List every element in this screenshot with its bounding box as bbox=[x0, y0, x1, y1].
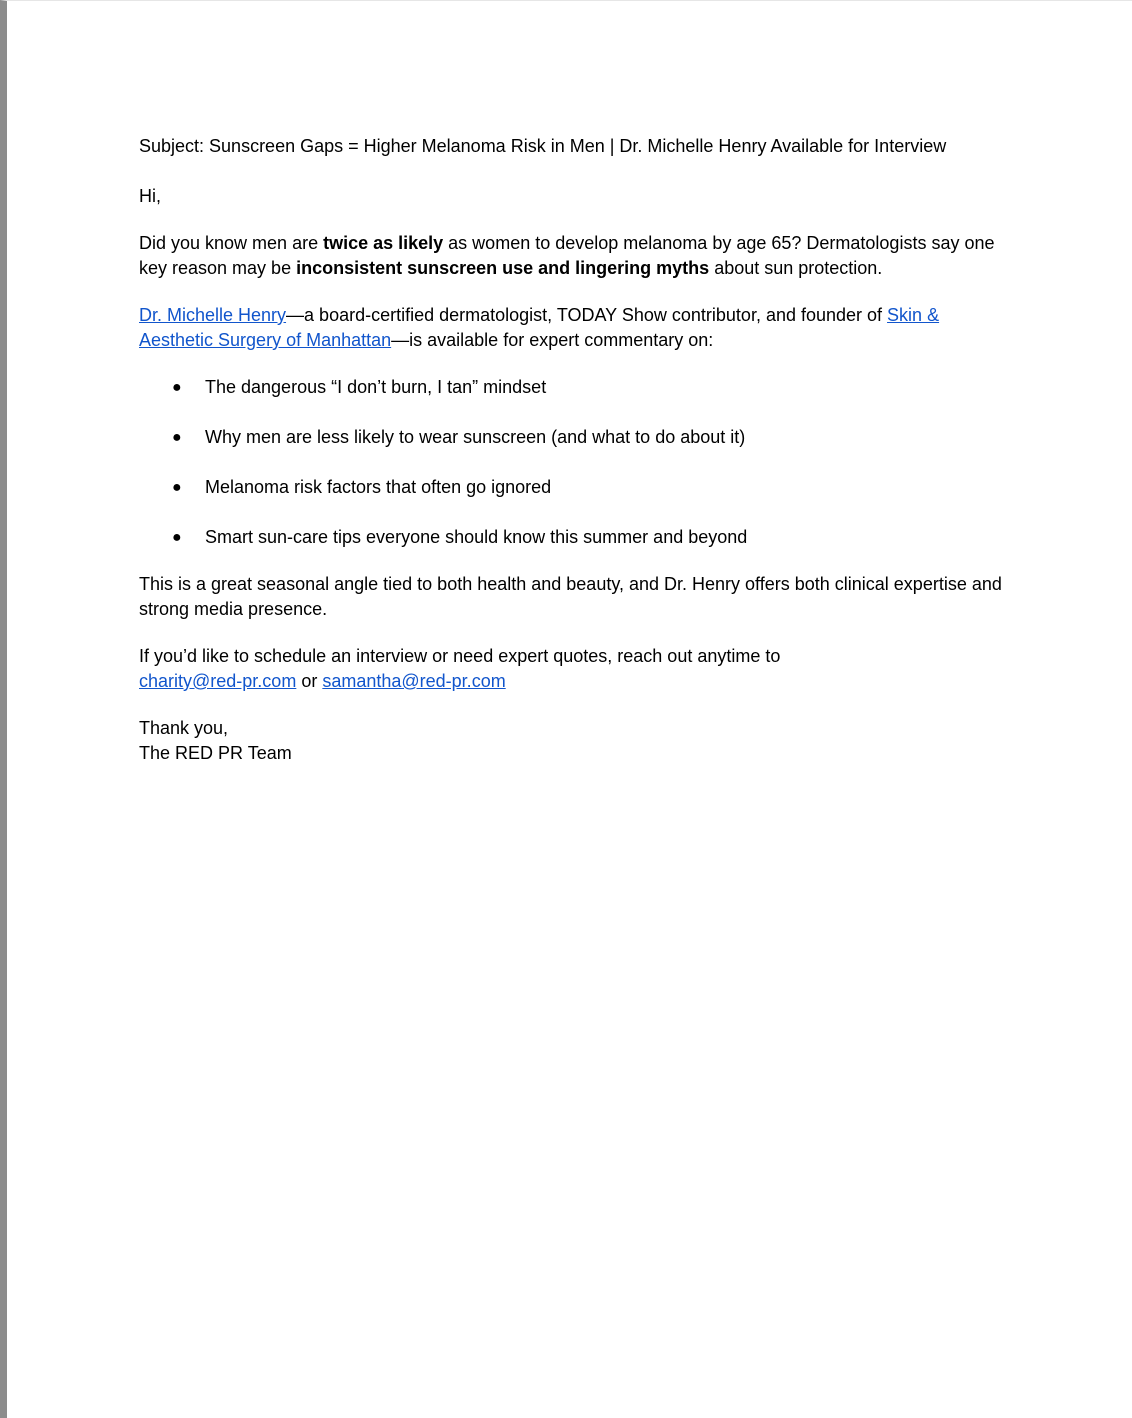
topics-list bbox=[139, 375, 1009, 550]
dr-henry-link[interactable]: Dr. Michelle Henry bbox=[139, 305, 287, 325]
topic-text: Melanoma risk factors that often go ignored bbox=[205, 477, 552, 497]
bullet-icon: ● bbox=[172, 479, 182, 496]
contact-text-2: or bbox=[296, 671, 323, 691]
charity-email-link[interactable]: charity@red-pr.com bbox=[139, 671, 297, 691]
topic-text: Smart sun-care tips everyone should know this summer and beyond bbox=[205, 527, 748, 547]
bullet-icon: ● bbox=[172, 429, 182, 446]
intro-bold-1: twice as likely bbox=[323, 233, 444, 253]
signoff bbox=[139, 716, 1009, 766]
list-item bbox=[139, 525, 1009, 550]
contact-text-1: If you’d like to schedule an interview or need expert quotes, reach out anytime to bbox=[139, 646, 781, 666]
list-item bbox=[139, 475, 1009, 500]
intro-paragraph bbox=[139, 231, 1009, 281]
bullet-icon: ● bbox=[172, 379, 182, 396]
expert-text-2: —is available for expert commentary on: bbox=[391, 330, 714, 350]
contact-paragraph bbox=[139, 644, 1009, 694]
list-item bbox=[139, 425, 1009, 450]
signoff-line-1: Thank you, bbox=[139, 718, 229, 738]
practice-link[interactable]: Skin & Aesthetic Surgery of Manhattan bbox=[139, 305, 940, 350]
topic-text: Why men are less likely to wear sunscreen (and what to do about it) bbox=[205, 427, 746, 447]
intro-text-2: as women to develop melanoma by age 65? Dermatologists say one key reason may be bbox=[139, 233, 995, 278]
intro-text-1: Did you know men are bbox=[139, 233, 324, 253]
signoff-line-2: The RED PR Team bbox=[139, 743, 292, 763]
subject-line: Subject: Sunscreen Gaps = Higher Melanoma Risk in Men | Dr. Michelle Henry Available for Interview bbox=[139, 136, 947, 156]
topic-text: The dangerous “I don’t burn, I tan” mindset bbox=[205, 377, 547, 397]
intro-text-3: about sun protection. bbox=[709, 258, 883, 278]
list-item bbox=[139, 375, 1009, 400]
email-body bbox=[139, 134, 1009, 766]
bullet-icon: ● bbox=[172, 529, 182, 546]
samantha-email-link[interactable]: samantha@red-pr.com bbox=[322, 671, 506, 691]
intro-bold-2: inconsistent sunscreen use and lingering myths bbox=[296, 258, 710, 278]
greeting: Hi, bbox=[139, 186, 161, 206]
expert-paragraph bbox=[139, 303, 1009, 353]
angle-paragraph: This is a great seasonal angle tied to both health and beauty, and Dr. Henry offers both clinical expertise and strong media presence. bbox=[139, 574, 1002, 619]
expert-text-1: —a board-certified dermatologist, TODAY Show contributor, and founder of bbox=[286, 305, 888, 325]
